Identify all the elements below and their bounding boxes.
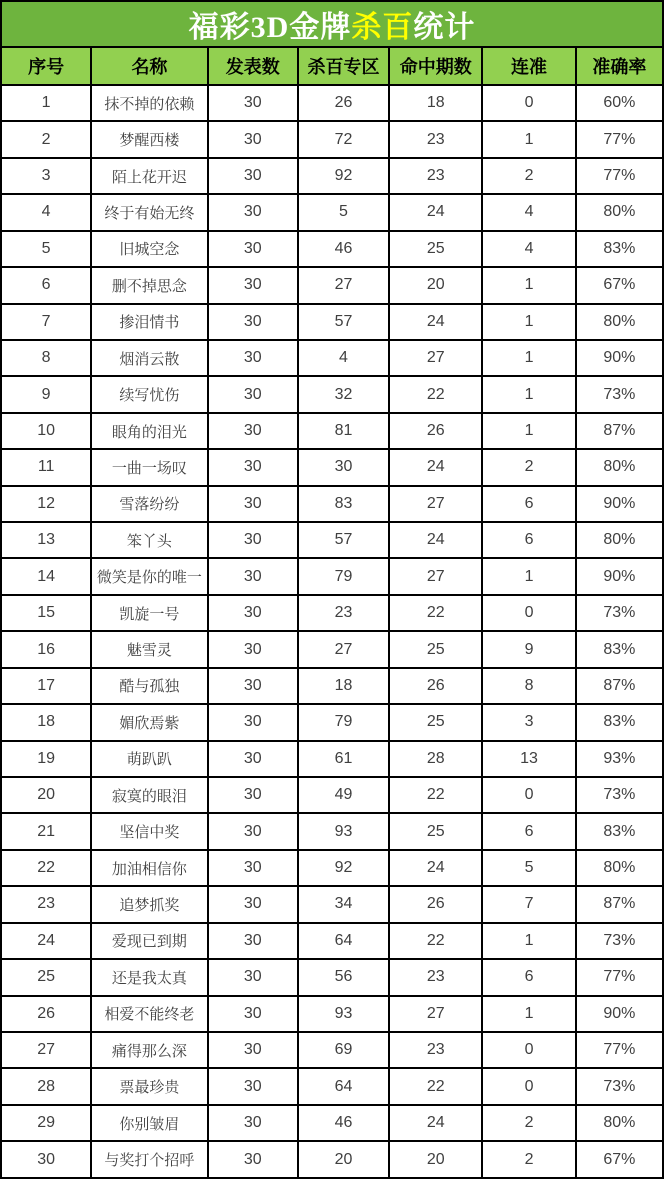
cell-accuracy: 83% — [576, 631, 663, 667]
cell-consecutive-hits: 1 — [482, 413, 575, 449]
cell-consecutive-hits: 1 — [482, 267, 575, 303]
cell-serial: 14 — [1, 558, 91, 594]
cell-kill-hundred-zone: 57 — [298, 522, 389, 558]
column-header-published-count: 发表数 — [208, 47, 298, 85]
table-row — [1, 1032, 663, 1068]
cell-serial: 29 — [1, 1105, 91, 1141]
table-row — [1, 267, 663, 303]
cell-accuracy: 80% — [576, 449, 663, 485]
cell-kill-hundred-zone: 61 — [298, 741, 389, 777]
cell-kill-hundred-zone: 34 — [298, 886, 389, 922]
cell-kill-hundred-zone: 20 — [298, 1141, 389, 1178]
cell-kill-hundred-zone: 5 — [298, 194, 389, 230]
cell-hit-periods: 22 — [389, 777, 482, 813]
cell-name: 梦醒西楼 — [91, 121, 207, 157]
table-row — [1, 231, 663, 267]
cell-published-count: 30 — [208, 923, 298, 959]
table-row — [1, 850, 663, 886]
cell-hit-periods: 26 — [389, 886, 482, 922]
cell-published-count: 30 — [208, 85, 298, 121]
cell-published-count: 30 — [208, 813, 298, 849]
cell-published-count: 30 — [208, 267, 298, 303]
table-row — [1, 194, 663, 230]
cell-consecutive-hits: 13 — [482, 741, 575, 777]
cell-name: 删不掉思念 — [91, 267, 207, 303]
cell-consecutive-hits: 7 — [482, 886, 575, 922]
cell-serial: 25 — [1, 959, 91, 995]
cell-consecutive-hits: 1 — [482, 996, 575, 1032]
cell-accuracy: 80% — [576, 522, 663, 558]
cell-name: 眼角的泪光 — [91, 413, 207, 449]
cell-serial: 27 — [1, 1032, 91, 1068]
cell-hit-periods: 25 — [389, 813, 482, 849]
cell-name: 一曲一场叹 — [91, 449, 207, 485]
table-row — [1, 449, 663, 485]
cell-name: 与奖打个招呼 — [91, 1141, 207, 1178]
cell-accuracy: 77% — [576, 959, 663, 995]
cell-name: 还是我太真 — [91, 959, 207, 995]
cell-published-count: 30 — [208, 631, 298, 667]
table-row — [1, 121, 663, 157]
cell-kill-hundred-zone: 83 — [298, 486, 389, 522]
cell-published-count: 30 — [208, 522, 298, 558]
cell-accuracy: 77% — [576, 121, 663, 157]
cell-kill-hundred-zone: 26 — [298, 85, 389, 121]
cell-published-count: 30 — [208, 486, 298, 522]
cell-hit-periods: 24 — [389, 1105, 482, 1141]
cell-kill-hundred-zone: 32 — [298, 376, 389, 412]
cell-name: 寂寞的眼泪 — [91, 777, 207, 813]
cell-kill-hundred-zone: 72 — [298, 121, 389, 157]
cell-serial: 26 — [1, 996, 91, 1032]
cell-published-count: 30 — [208, 886, 298, 922]
cell-serial: 16 — [1, 631, 91, 667]
cell-name: 魅雪灵 — [91, 631, 207, 667]
cell-kill-hundred-zone: 93 — [298, 996, 389, 1032]
cell-name: 凯旋一号 — [91, 595, 207, 631]
cell-published-count: 30 — [208, 158, 298, 194]
cell-hit-periods: 20 — [389, 267, 482, 303]
cell-accuracy: 83% — [576, 704, 663, 740]
cell-accuracy: 67% — [576, 1141, 663, 1178]
cell-published-count: 30 — [208, 1032, 298, 1068]
cell-accuracy: 87% — [576, 886, 663, 922]
cell-consecutive-hits: 6 — [482, 959, 575, 995]
cell-published-count: 30 — [208, 1105, 298, 1141]
cell-consecutive-hits: 0 — [482, 595, 575, 631]
cell-serial: 6 — [1, 267, 91, 303]
table-row — [1, 376, 663, 412]
cell-name: 抹不掉的依赖 — [91, 85, 207, 121]
cell-consecutive-hits: 5 — [482, 850, 575, 886]
cell-published-count: 30 — [208, 595, 298, 631]
cell-published-count: 30 — [208, 1141, 298, 1178]
table-row — [1, 522, 663, 558]
cell-accuracy: 90% — [576, 340, 663, 376]
cell-consecutive-hits: 3 — [482, 704, 575, 740]
cell-accuracy: 73% — [576, 923, 663, 959]
cell-consecutive-hits: 1 — [482, 121, 575, 157]
cell-kill-hundred-zone: 92 — [298, 850, 389, 886]
cell-name: 终于有始无终 — [91, 194, 207, 230]
cell-published-count: 30 — [208, 558, 298, 594]
cell-kill-hundred-zone: 27 — [298, 267, 389, 303]
cell-kill-hundred-zone: 57 — [298, 304, 389, 340]
cell-published-count: 30 — [208, 668, 298, 704]
cell-accuracy: 80% — [576, 194, 663, 230]
column-header-accuracy: 准确率 — [576, 47, 663, 85]
cell-consecutive-hits: 2 — [482, 449, 575, 485]
cell-hit-periods: 20 — [389, 1141, 482, 1178]
cell-consecutive-hits: 4 — [482, 231, 575, 267]
cell-published-count: 30 — [208, 304, 298, 340]
cell-consecutive-hits: 1 — [482, 340, 575, 376]
column-header-kill-hundred-zone: 杀百专区 — [298, 47, 389, 85]
cell-published-count: 30 — [208, 741, 298, 777]
cell-accuracy: 80% — [576, 304, 663, 340]
cell-accuracy: 83% — [576, 231, 663, 267]
cell-kill-hundred-zone: 79 — [298, 704, 389, 740]
cell-serial: 18 — [1, 704, 91, 740]
cell-hit-periods: 25 — [389, 704, 482, 740]
cell-serial: 17 — [1, 668, 91, 704]
cell-consecutive-hits: 6 — [482, 522, 575, 558]
column-header-name: 名称 — [91, 47, 207, 85]
cell-name: 烟消云散 — [91, 340, 207, 376]
title-highlight: 杀百 — [351, 11, 414, 44]
cell-kill-hundred-zone: 49 — [298, 777, 389, 813]
cell-name: 雪落纷纷 — [91, 486, 207, 522]
cell-consecutive-hits: 2 — [482, 1141, 575, 1178]
cell-serial: 4 — [1, 194, 91, 230]
cell-published-count: 30 — [208, 959, 298, 995]
table-row — [1, 959, 663, 995]
cell-name: 加油相信你 — [91, 850, 207, 886]
cell-serial: 19 — [1, 741, 91, 777]
cell-published-count: 30 — [208, 121, 298, 157]
cell-hit-periods: 24 — [389, 194, 482, 230]
cell-name: 相爱不能终老 — [91, 996, 207, 1032]
cell-accuracy: 90% — [576, 486, 663, 522]
cell-serial: 30 — [1, 1141, 91, 1178]
table-row — [1, 595, 663, 631]
cell-hit-periods: 23 — [389, 121, 482, 157]
table-row — [1, 886, 663, 922]
table-row — [1, 304, 663, 340]
cell-hit-periods: 26 — [389, 668, 482, 704]
cell-hit-periods: 27 — [389, 996, 482, 1032]
cell-kill-hundred-zone: 69 — [298, 1032, 389, 1068]
cell-published-count: 30 — [208, 996, 298, 1032]
cell-hit-periods: 23 — [389, 1032, 482, 1068]
cell-serial: 9 — [1, 376, 91, 412]
cell-published-count: 30 — [208, 413, 298, 449]
cell-name: 酷与孤独 — [91, 668, 207, 704]
cell-kill-hundred-zone: 30 — [298, 449, 389, 485]
column-header-consecutive-hits: 连准 — [482, 47, 575, 85]
cell-serial: 8 — [1, 340, 91, 376]
cell-name: 萌趴趴 — [91, 741, 207, 777]
cell-published-count: 30 — [208, 449, 298, 485]
cell-accuracy: 73% — [576, 777, 663, 813]
cell-kill-hundred-zone: 18 — [298, 668, 389, 704]
table-row — [1, 558, 663, 594]
cell-name: 媚欣焉紫 — [91, 704, 207, 740]
cell-serial: 20 — [1, 777, 91, 813]
cell-name: 痛得那么深 — [91, 1032, 207, 1068]
cell-name: 追梦抓奖 — [91, 886, 207, 922]
cell-hit-periods: 24 — [389, 304, 482, 340]
cell-serial: 10 — [1, 413, 91, 449]
column-header-serial: 序号 — [1, 47, 91, 85]
cell-kill-hundred-zone: 64 — [298, 1068, 389, 1104]
table-row — [1, 777, 663, 813]
cell-accuracy: 87% — [576, 413, 663, 449]
column-header-row — [1, 47, 663, 85]
cell-kill-hundred-zone: 4 — [298, 340, 389, 376]
cell-accuracy: 90% — [576, 558, 663, 594]
table-row — [1, 704, 663, 740]
cell-consecutive-hits: 1 — [482, 923, 575, 959]
column-header-hit-periods: 命中期数 — [389, 47, 482, 85]
cell-consecutive-hits: 0 — [482, 777, 575, 813]
cell-published-count: 30 — [208, 777, 298, 813]
cell-hit-periods: 22 — [389, 923, 482, 959]
cell-name: 旧城空念 — [91, 231, 207, 267]
table-row — [1, 413, 663, 449]
table-row — [1, 340, 663, 376]
cell-hit-periods: 24 — [389, 850, 482, 886]
cell-hit-periods: 25 — [389, 631, 482, 667]
cell-serial: 15 — [1, 595, 91, 631]
cell-kill-hundred-zone: 92 — [298, 158, 389, 194]
cell-hit-periods: 24 — [389, 522, 482, 558]
cell-kill-hundred-zone: 81 — [298, 413, 389, 449]
cell-kill-hundred-zone: 27 — [298, 631, 389, 667]
cell-serial: 2 — [1, 121, 91, 157]
cell-accuracy: 80% — [576, 1105, 663, 1141]
cell-kill-hundred-zone: 46 — [298, 231, 389, 267]
title-row — [1, 1, 663, 47]
cell-serial: 11 — [1, 449, 91, 485]
cell-name: 陌上花开迟 — [91, 158, 207, 194]
cell-accuracy: 67% — [576, 267, 663, 303]
table-row — [1, 996, 663, 1032]
cell-serial: 28 — [1, 1068, 91, 1104]
cell-serial: 7 — [1, 304, 91, 340]
cell-hit-periods: 22 — [389, 595, 482, 631]
cell-accuracy: 73% — [576, 376, 663, 412]
cell-serial: 21 — [1, 813, 91, 849]
cell-name: 续写忧伤 — [91, 376, 207, 412]
cell-serial: 13 — [1, 522, 91, 558]
cell-published-count: 30 — [208, 194, 298, 230]
cell-hit-periods: 23 — [389, 158, 482, 194]
cell-accuracy: 87% — [576, 668, 663, 704]
cell-consecutive-hits: 1 — [482, 376, 575, 412]
cell-accuracy: 93% — [576, 741, 663, 777]
cell-name: 微笑是你的唯一 — [91, 558, 207, 594]
cell-kill-hundred-zone: 23 — [298, 595, 389, 631]
cell-hit-periods: 23 — [389, 959, 482, 995]
table-row — [1, 85, 663, 121]
cell-consecutive-hits: 0 — [482, 85, 575, 121]
cell-serial: 1 — [1, 85, 91, 121]
cell-consecutive-hits: 0 — [482, 1068, 575, 1104]
cell-accuracy: 90% — [576, 996, 663, 1032]
cell-accuracy: 60% — [576, 85, 663, 121]
page-title — [1, 1, 663, 47]
cell-name: 爱现已到期 — [91, 923, 207, 959]
cell-name: 掺泪情书 — [91, 304, 207, 340]
cell-published-count: 30 — [208, 231, 298, 267]
cell-consecutive-hits: 9 — [482, 631, 575, 667]
cell-name: 你别皱眉 — [91, 1105, 207, 1141]
cell-published-count: 30 — [208, 376, 298, 412]
cell-consecutive-hits: 8 — [482, 668, 575, 704]
cell-published-count: 30 — [208, 1068, 298, 1104]
cell-hit-periods: 24 — [389, 449, 482, 485]
cell-accuracy: 73% — [576, 1068, 663, 1104]
cell-kill-hundred-zone: 46 — [298, 1105, 389, 1141]
cell-published-count: 30 — [208, 850, 298, 886]
cell-name: 笨丫头 — [91, 522, 207, 558]
cell-consecutive-hits: 2 — [482, 158, 575, 194]
cell-consecutive-hits: 1 — [482, 558, 575, 594]
cell-hit-periods: 26 — [389, 413, 482, 449]
cell-serial: 23 — [1, 886, 91, 922]
title-part-2: 统计 — [413, 11, 476, 44]
cell-published-count: 30 — [208, 340, 298, 376]
cell-hit-periods: 22 — [389, 1068, 482, 1104]
cell-name: 坚信中奖 — [91, 813, 207, 849]
table-row — [1, 668, 663, 704]
table-row — [1, 923, 663, 959]
cell-hit-periods: 25 — [389, 231, 482, 267]
cell-serial: 3 — [1, 158, 91, 194]
cell-consecutive-hits: 6 — [482, 813, 575, 849]
table-row — [1, 486, 663, 522]
cell-kill-hundred-zone: 64 — [298, 923, 389, 959]
cell-serial: 22 — [1, 850, 91, 886]
cell-consecutive-hits: 0 — [482, 1032, 575, 1068]
cell-hit-periods: 28 — [389, 741, 482, 777]
cell-name: 票最珍贵 — [91, 1068, 207, 1104]
cell-accuracy: 73% — [576, 595, 663, 631]
table-row — [1, 813, 663, 849]
title-part-1: 福彩3D金牌 — [188, 11, 352, 44]
cell-serial: 12 — [1, 486, 91, 522]
cell-published-count: 30 — [208, 704, 298, 740]
cell-consecutive-hits: 1 — [482, 304, 575, 340]
cell-consecutive-hits: 6 — [482, 486, 575, 522]
cell-kill-hundred-zone: 79 — [298, 558, 389, 594]
table-body — [1, 85, 663, 1178]
table-row — [1, 1141, 663, 1178]
cell-hit-periods: 27 — [389, 340, 482, 376]
cell-accuracy: 80% — [576, 850, 663, 886]
table-row — [1, 1068, 663, 1104]
cell-kill-hundred-zone: 93 — [298, 813, 389, 849]
cell-consecutive-hits: 2 — [482, 1105, 575, 1141]
cell-kill-hundred-zone: 56 — [298, 959, 389, 995]
cell-hit-periods: 27 — [389, 558, 482, 594]
table-row — [1, 1105, 663, 1141]
cell-serial: 5 — [1, 231, 91, 267]
cell-hit-periods: 22 — [389, 376, 482, 412]
cell-hit-periods: 18 — [389, 85, 482, 121]
table-row — [1, 741, 663, 777]
cell-consecutive-hits: 4 — [482, 194, 575, 230]
table-row — [1, 158, 663, 194]
cell-accuracy: 77% — [576, 1032, 663, 1068]
cell-accuracy: 83% — [576, 813, 663, 849]
cell-hit-periods: 27 — [389, 486, 482, 522]
cell-serial: 24 — [1, 923, 91, 959]
cell-accuracy: 77% — [576, 158, 663, 194]
table-row — [1, 631, 663, 667]
